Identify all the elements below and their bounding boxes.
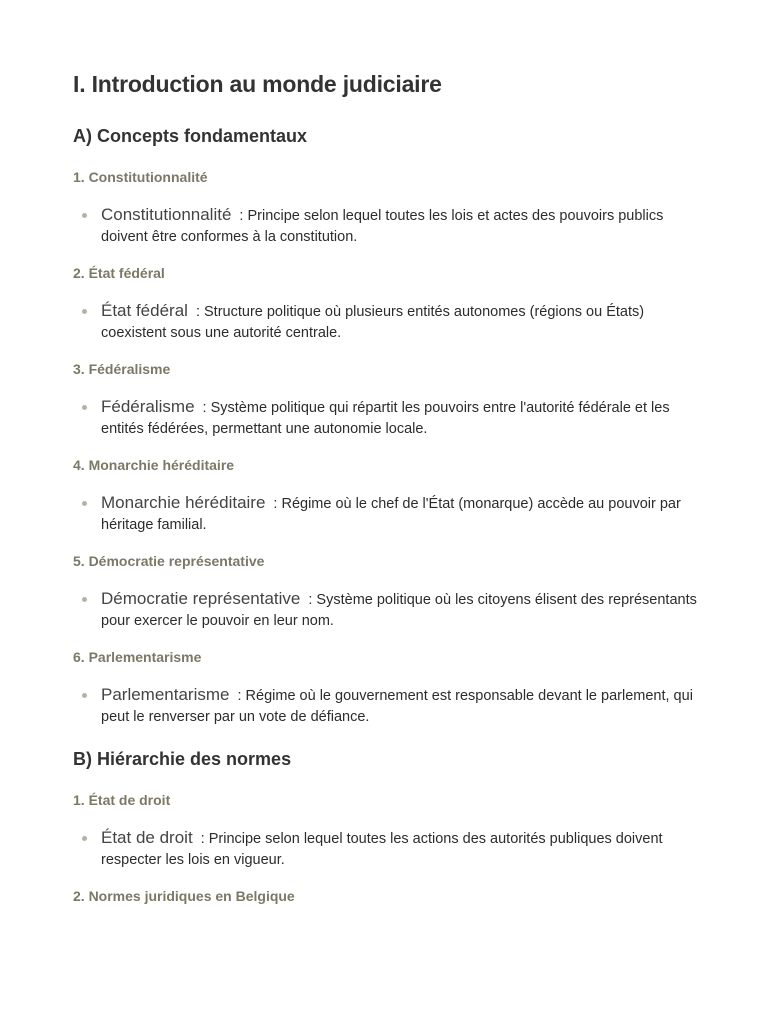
definition-text: : Régime où le gouvernement est responsable devant le parlement, qui peut le renverser par un vote de défiance. (101, 688, 693, 725)
bullet-icon (82, 309, 87, 314)
definition-item (73, 204, 698, 248)
subheading-normes-juridiques: 2. Normes juridiques en Belgique (73, 888, 295, 904)
page-title: I. Introduction au monde judiciaire (73, 71, 442, 97)
section-a-heading: A) Concepts fondamentaux (73, 126, 308, 146)
subheading-democratie: 5. Démocratie représentative (73, 553, 265, 569)
bullet-icon (82, 836, 87, 841)
definition-term: Monarchie héréditaire (101, 493, 266, 512)
definition-list (73, 684, 698, 728)
definition-list (73, 204, 698, 248)
bullet-icon (82, 501, 87, 506)
subheading-monarchie: 4. Monarchie héréditaire (73, 457, 235, 473)
definition-term: Parlementarisme (101, 685, 230, 704)
bullet-icon (82, 693, 87, 698)
definition-text: : Système politique qui répartit les pouvoirs entre l'autorité fédérale et les entités fédérées, permettant une autonomie locale. (101, 400, 670, 437)
definition-text: : Principe selon lequel toutes les lois et actes des pouvoirs publics doivent être conformes à la constitution. (101, 208, 664, 245)
subheading-parlementarisme: 6. Parlementarisme (73, 649, 202, 665)
definition-item (73, 827, 698, 871)
definition-term: État de droit (101, 828, 193, 847)
definition-text: : Structure politique où plusieurs entités autonomes (régions ou États) coexistent sous une autorité centrale. (101, 304, 645, 341)
subheading-federalisme: 3. Fédéralisme (73, 361, 171, 377)
definition-list (73, 827, 698, 871)
definition-item (73, 684, 698, 728)
definition-item (73, 396, 698, 440)
definition-text: : Principe selon lequel toutes les actions des autorités publiques doivent respecter les lois en vigueur. (101, 831, 663, 868)
document-page (73, 68, 698, 923)
definition-item (73, 492, 698, 536)
bullet-icon (82, 213, 87, 218)
definition-list (73, 300, 698, 344)
definition-term: État fédéral (101, 301, 188, 320)
definition-text: : Régime où le chef de l'État (monarque) accède au pouvoir par héritage familial. (101, 496, 681, 533)
definition-term: Fédéralisme (101, 397, 195, 416)
definition-item (73, 300, 698, 344)
definition-item (73, 588, 698, 632)
bullet-icon (82, 597, 87, 602)
subheading-etat-federal: 2. État fédéral (73, 265, 165, 281)
definition-list (73, 492, 698, 536)
subheading-constitutionnalite: 1. Constitutionnalité (73, 169, 208, 185)
definition-term: Constitutionnalité (101, 205, 232, 224)
definition-list (73, 588, 698, 632)
section-b-heading: B) Hiérarchie des normes (73, 749, 292, 769)
subheading-etat-de-droit: 1. État de droit (73, 792, 171, 808)
definition-list (73, 396, 698, 440)
definition-term: Démocratie représentative (101, 589, 301, 608)
bullet-icon (82, 405, 87, 410)
definition-text: : Système politique où les citoyens élisent des représentants pour exercer le pouvoir en leur nom. (101, 592, 697, 629)
